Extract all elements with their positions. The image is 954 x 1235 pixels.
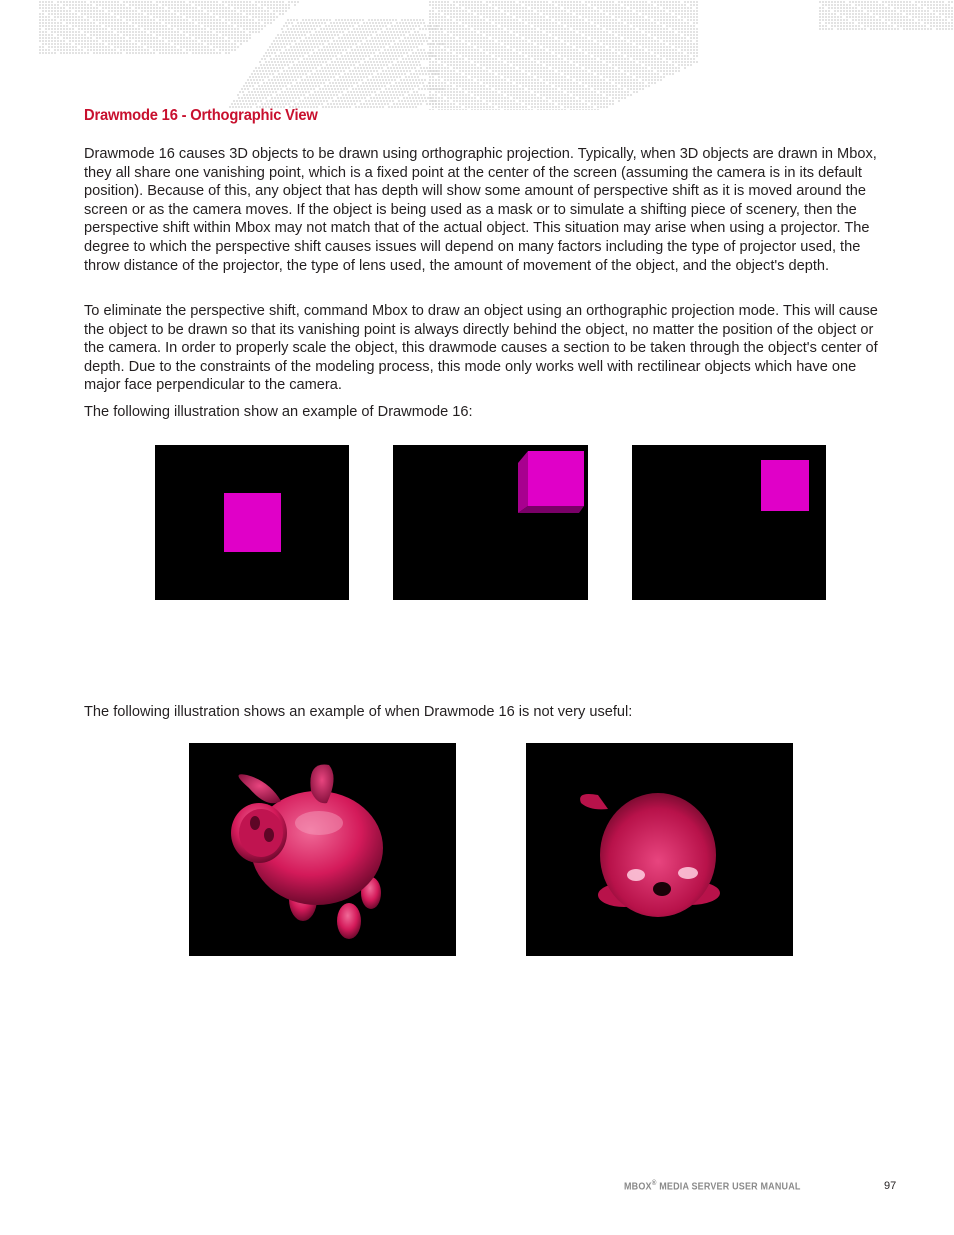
pig-frame-perspective	[189, 743, 456, 956]
page-number: 97	[884, 1180, 897, 1192]
body-paragraph: Drawmode 16 causes 3D objects to be drawn using orthographic projection. Typically, when 3D objects are drawn in Mbox, they all share one vanishing point, which is a fixed point at the center of the screen (assuming the camera is in its default position). Because of this, any object that has depth will show some amount of perspective shift as it is moved around the screen or as the camera moves. If the object is being used as a mask or to simulate a shifting piece of scenery, then the perspective shift within Mbox may not match that of the actual object. This situation may arise when using a projector. The degree to which the perspective shift causes issues will depend on many factors including the type of projector used, the throw distance of the projector, the type of lens used, the amount of movement of the object, and the object's depth.	[84, 146, 877, 274]
cube-frame-orthographic	[632, 445, 826, 600]
section-heading: Drawmode 16 - Orthographic View	[84, 107, 318, 124]
cube-frame-centered	[155, 445, 349, 600]
cube-image	[155, 445, 349, 600]
pig-frame-orthographic	[526, 743, 793, 956]
body-paragraph: To eliminate the perspective shift, command Mbox to draw an object using an orthographic projection mode. This will cause the object to be drawn so that its vanishing point is always directly behind the object, no matter the position of the object or the camera. In order to properly scale the object, this drawmode causes a section to be taken through the object's center of depth. Due to the constraints of the modeling process, this mode only works well with rectilinear objects which have one major face perpendicular to the camera.	[84, 303, 878, 394]
registered-mark: ®	[651, 1180, 657, 1187]
world-map-dot-pattern	[0, 0, 954, 110]
pig-image	[189, 743, 456, 956]
figure-intro-paragraph: The following illustration shows an example of when Drawmode 16 is not very useful:	[84, 704, 633, 720]
footer-title-text: MEDIA SERVER USER MANUAL	[656, 1181, 801, 1193]
footer-brand: MBOX	[624, 1181, 652, 1193]
cube-frame-perspective	[393, 445, 588, 600]
cube-image	[632, 445, 826, 600]
cube-image	[393, 445, 588, 600]
pig-image	[526, 743, 793, 956]
figure-intro-paragraph: The following illustration show an example of Drawmode 16:	[84, 404, 473, 420]
footer-manual-title	[624, 1180, 801, 1192]
